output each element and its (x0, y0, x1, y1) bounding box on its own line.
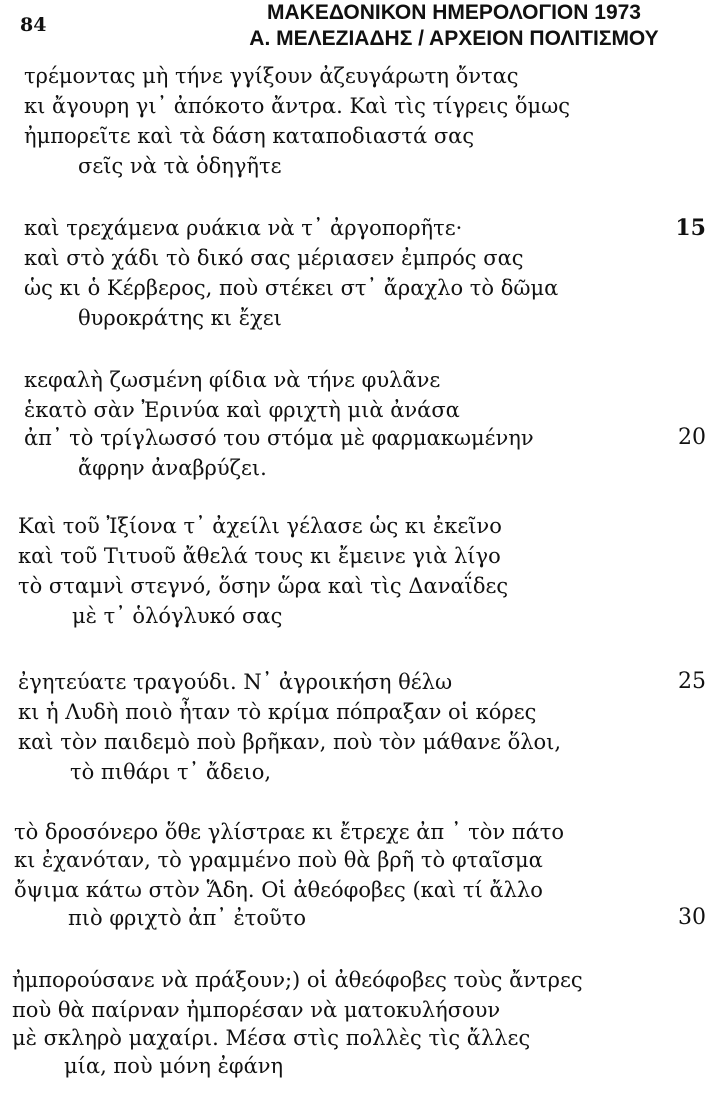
header-subtitle: Α. ΜΕΛΕΖΙΑΔΗΣ / ΑΡΧΕΙΟΝ ΠΟΛΙΤΙΣΜΟΥ (249, 27, 659, 50)
verse-line-indented: μὲ τ᾽ ὁλόγλυκό σας (72, 604, 283, 628)
verse-line: τὸ δροσόνερο ὅθε γλίστραε κι ἔτρεχε ἀπ ᾽ τὸν πάτο (14, 820, 565, 844)
verse-line: ἑκατὸ σὰν Ἐρινύα καὶ φριχτὴ μιὰ ἀνάσα (24, 398, 460, 422)
verse-line: ὄψιμα κάτω στὸν Ἅδη. Οἱ ἀθεόφοβες (καὶ τί ἄλλο (14, 878, 543, 902)
line-number: 20 (678, 425, 706, 450)
verse-line: καὶ στὸ χάδι τὸ δικό σας μέριασεν ἐμπρός σας (24, 246, 524, 270)
verse-line-indented: σεῖς νὰ τὰ ὁδηγῆτε (78, 154, 282, 178)
verse-line: ἠμπορούσανε νὰ πράξουν;) οἱ ἀθεόφοβες τοὺς ἄντρες (12, 968, 583, 992)
verse-line: ποὺ θὰ παίρναν ἠμπορέσαν νὰ ματοκυλήσουν (12, 998, 501, 1022)
verse-line-indented: ἄφρην ἀναβρύζει. (78, 456, 267, 480)
verse-line: κεφαλὴ ζωσμένη φίδια νὰ τήνε φυλᾶνε (24, 368, 441, 392)
verse-line: ἠμπορεῖτε καὶ τὰ δάση καταποδιαστά σας (24, 124, 475, 148)
verse-line-indented: πιὸ φριχτὸ ἀπ᾽ ἐτοῦτο (68, 906, 307, 930)
verse-line: κι ἄγουρη γι᾽ ἀπόκοτο ἄντρα. Καὶ τὶς τίγρεις ὅμως (24, 94, 571, 118)
verse-line-indented: μία, ποὺ μόνη ἐφάνη (64, 1054, 284, 1078)
verse-line: κι ἡ Λυδὴ ποιὸ ἦταν τὸ κρίμα πόπραξαν οἱ κόρες (18, 700, 537, 724)
verse-line: Καὶ τοῦ Ἰξίονα τ᾽ ἀχείλι γέλασε ὡς κι ἐκεῖνο (18, 514, 502, 538)
verse-line: ἀπ᾽ τὸ τρίγλωσσό του στόμα μὲ φαρμακωμένην (24, 426, 534, 450)
line-number: 30 (678, 905, 706, 930)
verse-line: καὶ τρεχάμενα ρυάκια νὰ τ᾽ ἀργοπορῆτε· (24, 216, 463, 240)
verse-line: ὡς κι ὁ Κέρβερος, ποὺ στέκει στ᾽ ἄραχλο τὸ δῶμα (24, 276, 559, 300)
header-title: ΜΑΚΕΔΟΝΙΚΟΝ ΗΜΕΡΟΛΟΓΙΟΝ 1973 (267, 1, 641, 24)
line-number: 25 (678, 669, 706, 694)
verse-line: μὲ σκληρὸ μαχαίρι. Μέσα στὶς πολλὲς τὶς ἄλλες (12, 1026, 531, 1050)
verse-line-indented: τὸ πιθάρι τ᾽ ἄδειο, (70, 760, 272, 784)
verse-line: τρέμοντας μὴ τήνε γγίξουν ἀζευγάρωτη ὄντας (24, 64, 519, 88)
page-number: 84 (20, 14, 47, 36)
verse-line: ἐγητεύατε τραγούδι. Ν᾽ ἀγροικήση θέλω (18, 670, 453, 694)
verse-line: κι ἐχανόταν, τὸ γραμμένο ποὺ θὰ βρῆ τὸ φταῖσμα (14, 848, 543, 872)
verse-line: καὶ τοῦ Τιτυοῦ ἄθελά τους κι ἔμεινε γιὰ λίγο (18, 544, 501, 568)
verse-line: τὸ σταμνὶ στεγνό, ὅσην ὥρα καὶ τὶς Δαναΐδες (18, 574, 509, 598)
verse-line-indented: θυροκράτης κι ἔχει (78, 306, 282, 330)
line-number: 15 (675, 215, 706, 241)
verse-line: καὶ τὸν παιδεμὸ ποὺ βρῆκαν, ποὺ τὸν μάθανε ὅλοι, (18, 730, 562, 754)
